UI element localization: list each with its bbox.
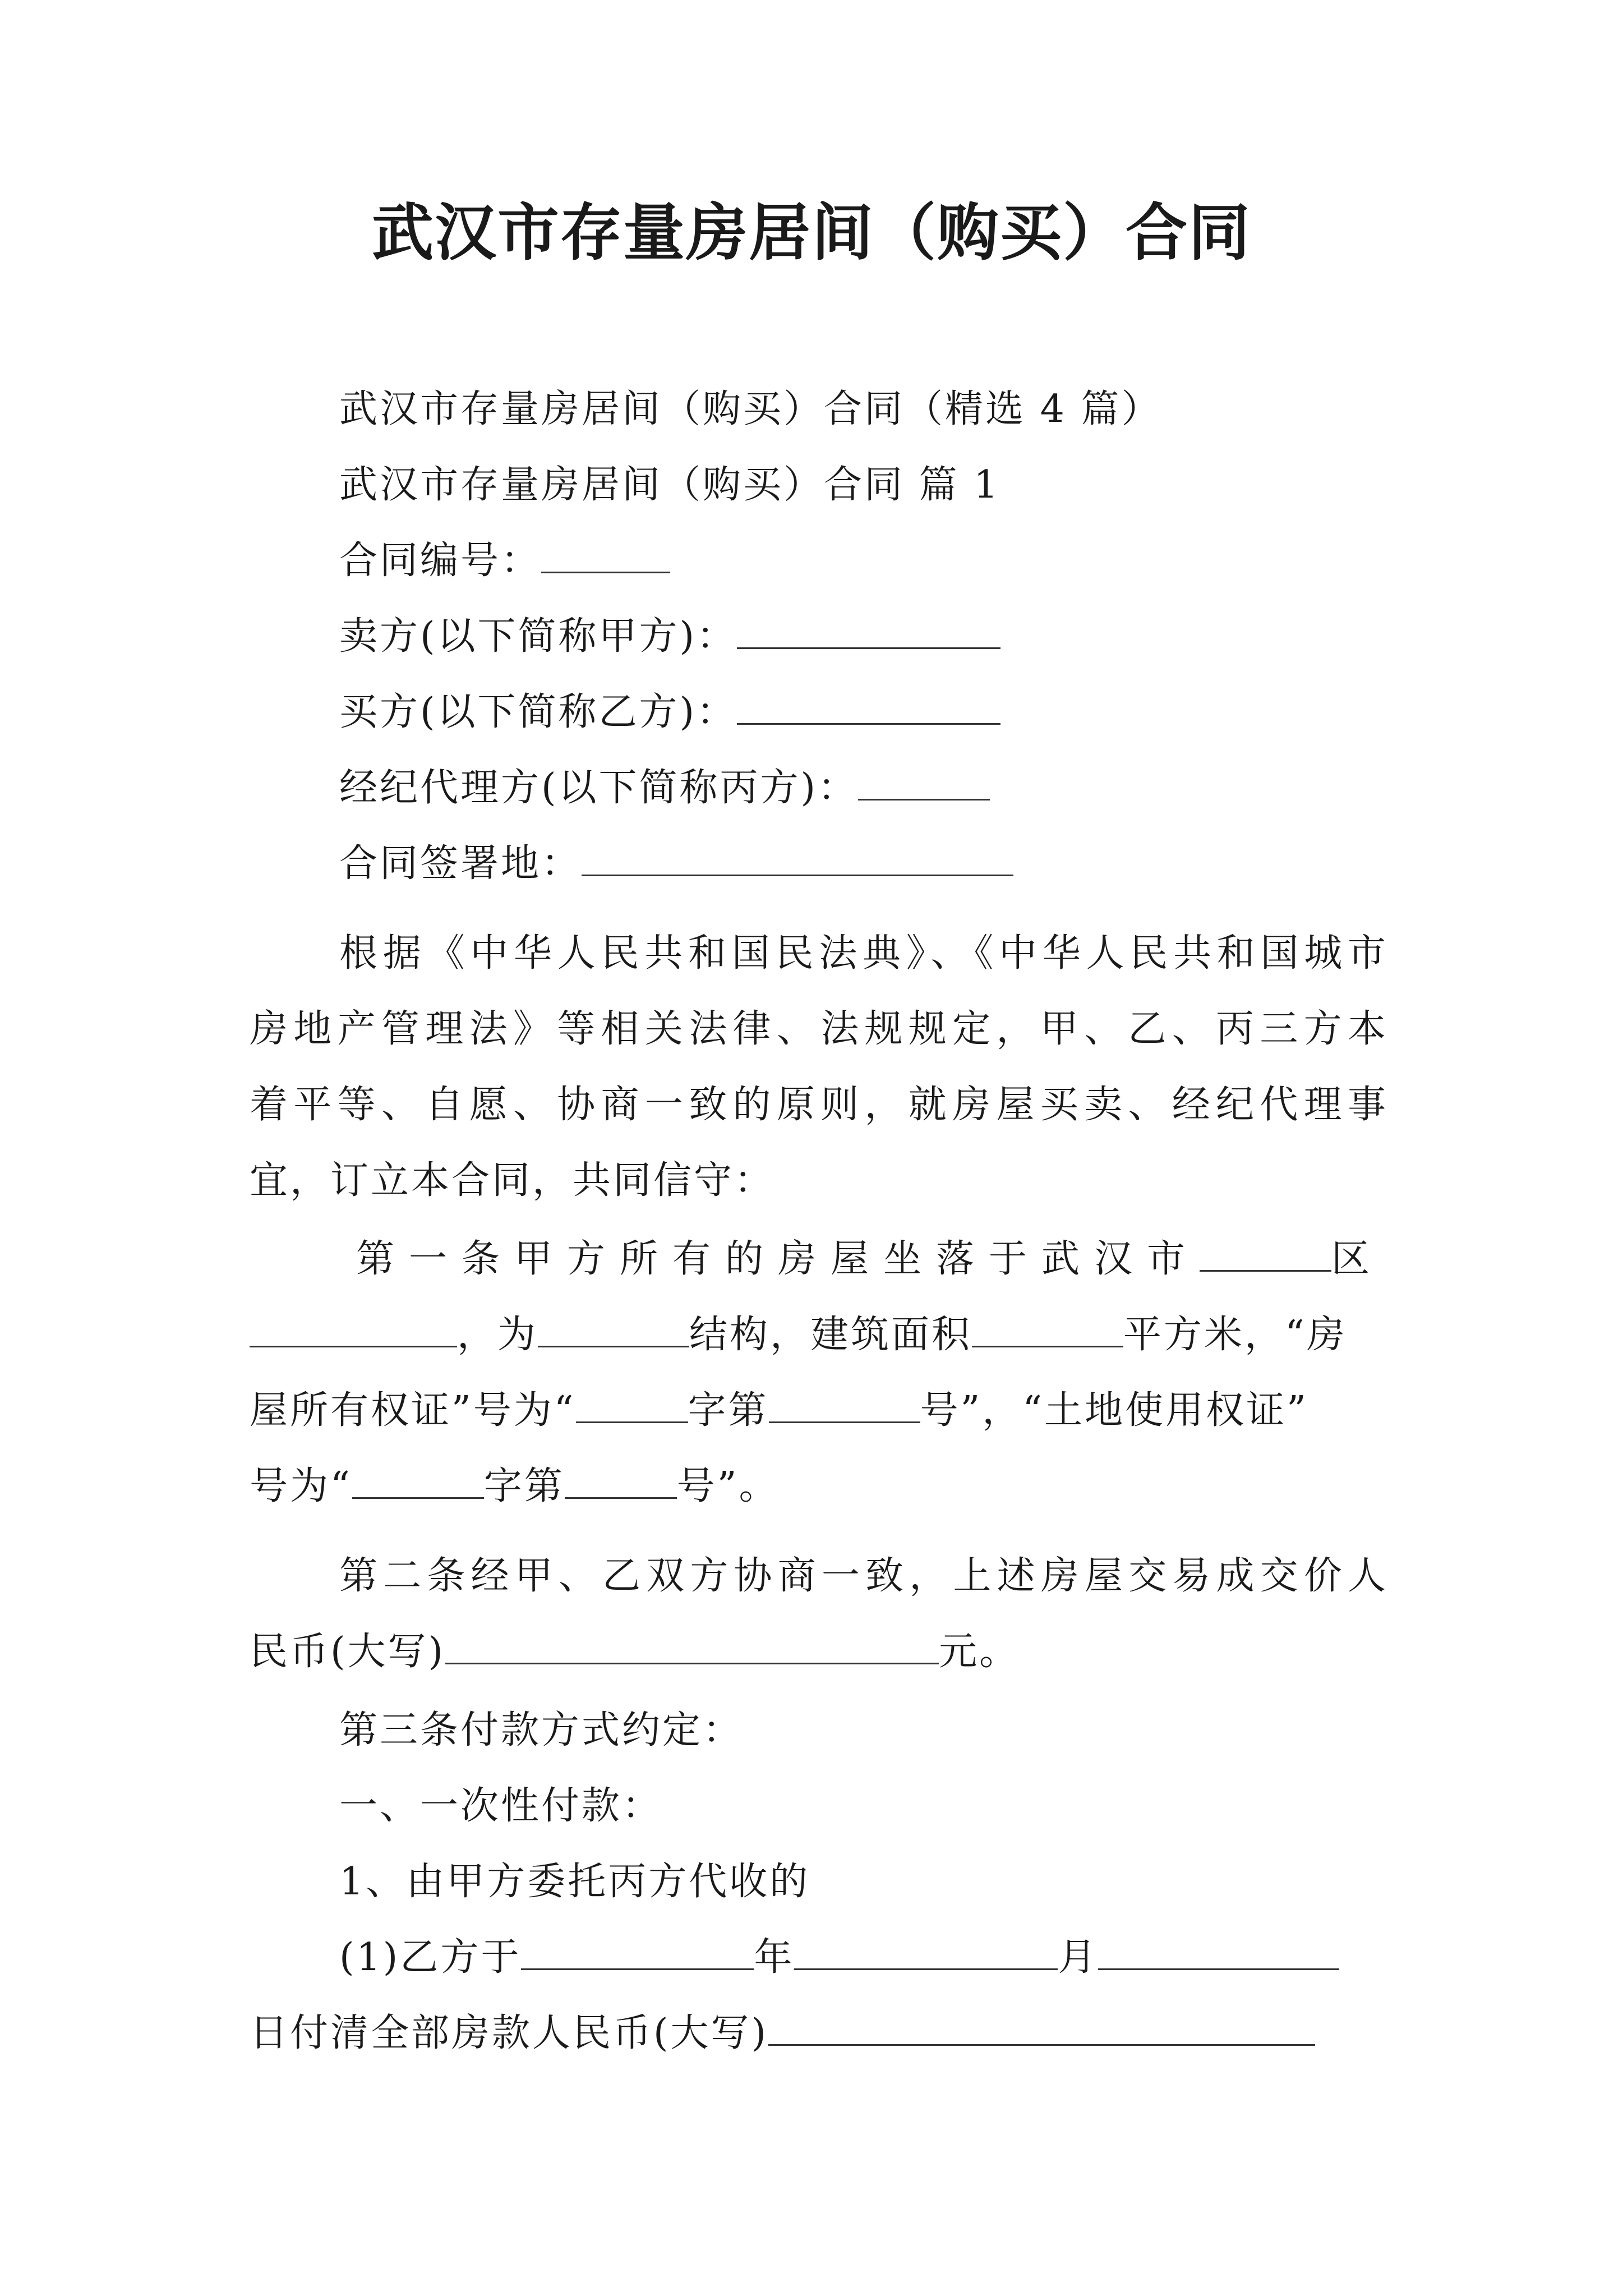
land-number-blank	[565, 1462, 677, 1499]
agent-blank	[858, 764, 990, 800]
day-blank	[1098, 1934, 1339, 1970]
article-1-line-4	[250, 1458, 1388, 1515]
buyer-blank	[737, 688, 1000, 725]
signing-place-label: 合同签署地：	[339, 841, 582, 886]
item-1-1-text-c: 月	[1058, 1935, 1099, 1980]
signing-place-line	[339, 836, 1388, 892]
address-blank	[250, 1311, 457, 1347]
year-blank	[521, 1934, 754, 1970]
cert-prefix-blank	[576, 1387, 688, 1423]
section-one-heading: 一、一次性付款：	[339, 1784, 663, 1828]
seller-label: 卖方(以下简称甲方)：	[339, 614, 737, 659]
article-1-line-2	[250, 1307, 1388, 1363]
item-1-heading: 1、由甲方委托丙方代收的	[339, 1860, 810, 1904]
signing-place-blank	[582, 840, 1013, 876]
item-1-1-text-a: (1)乙方于	[339, 1935, 522, 1980]
article-1-text-b: 区	[1331, 1237, 1385, 1281]
month-blank	[794, 1934, 1058, 1970]
contract-number-blank	[541, 537, 670, 573]
item-1-1-text-b: 年	[754, 1935, 795, 1980]
district-blank	[1200, 1235, 1331, 1272]
price-blank	[445, 1628, 939, 1664]
preamble-line-2: 房地产管理法》等相关法律、法规规定，甲、乙、丙三方本	[250, 1007, 1388, 1051]
article-1-text-f: 屋所有权证”号为“	[250, 1388, 576, 1433]
article-2-text-b: 元。	[939, 1630, 1020, 1674]
seller-blank	[737, 613, 1000, 649]
article-1-text-d: 结构，建筑面积	[689, 1313, 972, 1357]
article-1-text-j: 字第	[483, 1464, 565, 1508]
cert-number-blank	[769, 1387, 920, 1423]
item-1-1-line	[339, 1930, 1388, 1986]
buyer-line	[339, 684, 1388, 740]
structure-blank	[538, 1311, 689, 1347]
subtitle-selection: 武汉市存量房居间（购买）合同（精选 4 篇）	[339, 387, 1162, 431]
area-blank	[972, 1311, 1123, 1347]
item-1-1-line-2	[250, 2005, 1388, 2062]
article-1-line-3	[250, 1383, 1388, 1439]
item-1-1-text-d: 日付清全部房款人民币(大写)	[250, 2011, 769, 2055]
article-2-line-1: 第二条经甲、乙双方协商一致，上述房屋交易成交价人	[339, 1554, 1388, 1598]
contract-number-label: 合同编号：	[339, 539, 542, 583]
article-2-text-a: 民币(大写)	[250, 1630, 446, 1674]
article-1-text-a: 第一条甲方所有的房屋坐落于武汉市	[356, 1237, 1200, 1281]
article-1-text-k: 号”。	[676, 1464, 780, 1508]
preamble-line-1: 根据《中华人民共和国民法典》、《中华人民共和国城市	[339, 931, 1388, 976]
land-prefix-blank	[352, 1462, 484, 1499]
article-1-text-c: ，为	[457, 1313, 538, 1357]
article-1-text-e: 平方米，“房	[1123, 1313, 1347, 1357]
article-3-heading: 第三条付款方式约定：	[339, 1708, 744, 1752]
preamble-line-4: 宜，订立本合同，共同信守：	[250, 1158, 775, 1203]
agent-line	[339, 760, 1388, 816]
contract-number-line	[339, 533, 1388, 589]
full-payment-blank	[768, 2009, 1315, 2046]
seller-line	[339, 609, 1388, 665]
article-1-text-h: 号”，“土地使用权证”	[920, 1388, 1308, 1433]
article-1-text-i: 号为“	[250, 1464, 352, 1508]
article-1-text-g: 字第	[688, 1388, 769, 1433]
buyer-label: 买方(以下简称乙方)：	[339, 690, 737, 734]
subtitle-part: 武汉市存量房居间（购买）合同 篇 1	[339, 463, 1000, 507]
article-2-line-2	[250, 1624, 1388, 1680]
article-1-line-1	[356, 1231, 1388, 1287]
preamble-line-3: 着平等、自愿、协商一致的原则，就房屋买卖、经纪代理事	[250, 1083, 1388, 1127]
agent-label: 经纪代理方(以下简称丙方)：	[339, 766, 859, 810]
document-title: 武汉市存量房居间（购买）合同	[372, 196, 1251, 269]
